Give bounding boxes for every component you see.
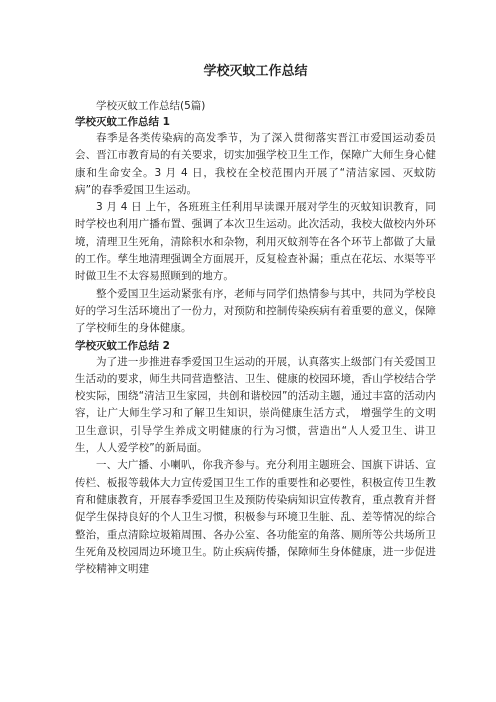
- section-heading: 学校灭蚊工作总结 2: [75, 339, 170, 352]
- paragraph: 春季是各类传染病的高发季节，为了深入贯彻落实晋江市爱国运动委员会、晋江市教育局的有关要求，切实加强学校卫生工作，保障广大师生身心健康和生命安全。3 月 4 日，我校在全校范围内开展了“清洁家园、灭蚊防病”的春季爱国卫生运动。: [75, 132, 436, 196]
- document-subtitle: 学校灭蚊工作总结(5篇): [96, 100, 206, 112]
- paragraph: 一、大广播、小喇叭，你我齐参与。充分利用主题班会、国旗下讲话、宣传栏、板报等载体大力宣传爱国卫生工作的重要性和必要性，积极宣传卫生教育和健康教育，开展春季爱国卫生及预防传染病知识宣传教育，重点教育并督促学生保持良好的个人卫生习惯，积极参与环境卫生脏、乱、差等情况的综合整治，重点清除垃圾箱周围、各办公室、各功能室的角落、厕所等公共场所卫生死角及校园周边环境卫生。防止疾病传播，保障师生身体健康，进一步促进学校精神文明建: [75, 459, 436, 576]
- section-1: [75, 114, 436, 338]
- section-heading: 学校灭蚊工作总结 1: [75, 116, 170, 128]
- paragraph: 3 月 4 日 上午，各班班主任利用早读课开展对学生的灭蚊知识教育，同时学校也利用广播布置、强调了本次卫生运动。此次活动，我校大做校内外环境，清理卫生死角，清除积水和杂物，利用灭蚊剂等在各个环节上都做了大量的工作。孳生地清理强调全方面展开，反复检查补漏；重点在花坛、水渠等平时做卫生不太容易照顾到的地方。: [75, 201, 436, 283]
- paragraph: 为了进一步推进春季爱国卫生运动的开展，认真落实上级部门有关爱国卫生活动的要求，师生共同营造整洁、卫生、健康的校园环境，香山学校结合学校实际，围绕“清洁卫生家园，共创和谐校园”的活动主题，通过丰富的活动内容，让广大师生学习和了解卫生知识，崇尚健康生活方式， 增强学生的文明卫生意识，引导学生养成文明健康的行为习惯，营造出“人人爱卫生、讲卫生，人人爱学校”的新局面。: [75, 355, 436, 455]
- document-title: 学校灭蚊工作总结: [203, 64, 308, 79]
- section-2: [75, 338, 436, 579]
- paragraph: 整个爱国卫生运动紧张有序，老师与同学们热情参与其中，共同为学校良好的学习生活环境出了一份力，对预防和控制传染疾病有着重要的意义，保障了学校师生的身体健康。: [75, 287, 436, 335]
